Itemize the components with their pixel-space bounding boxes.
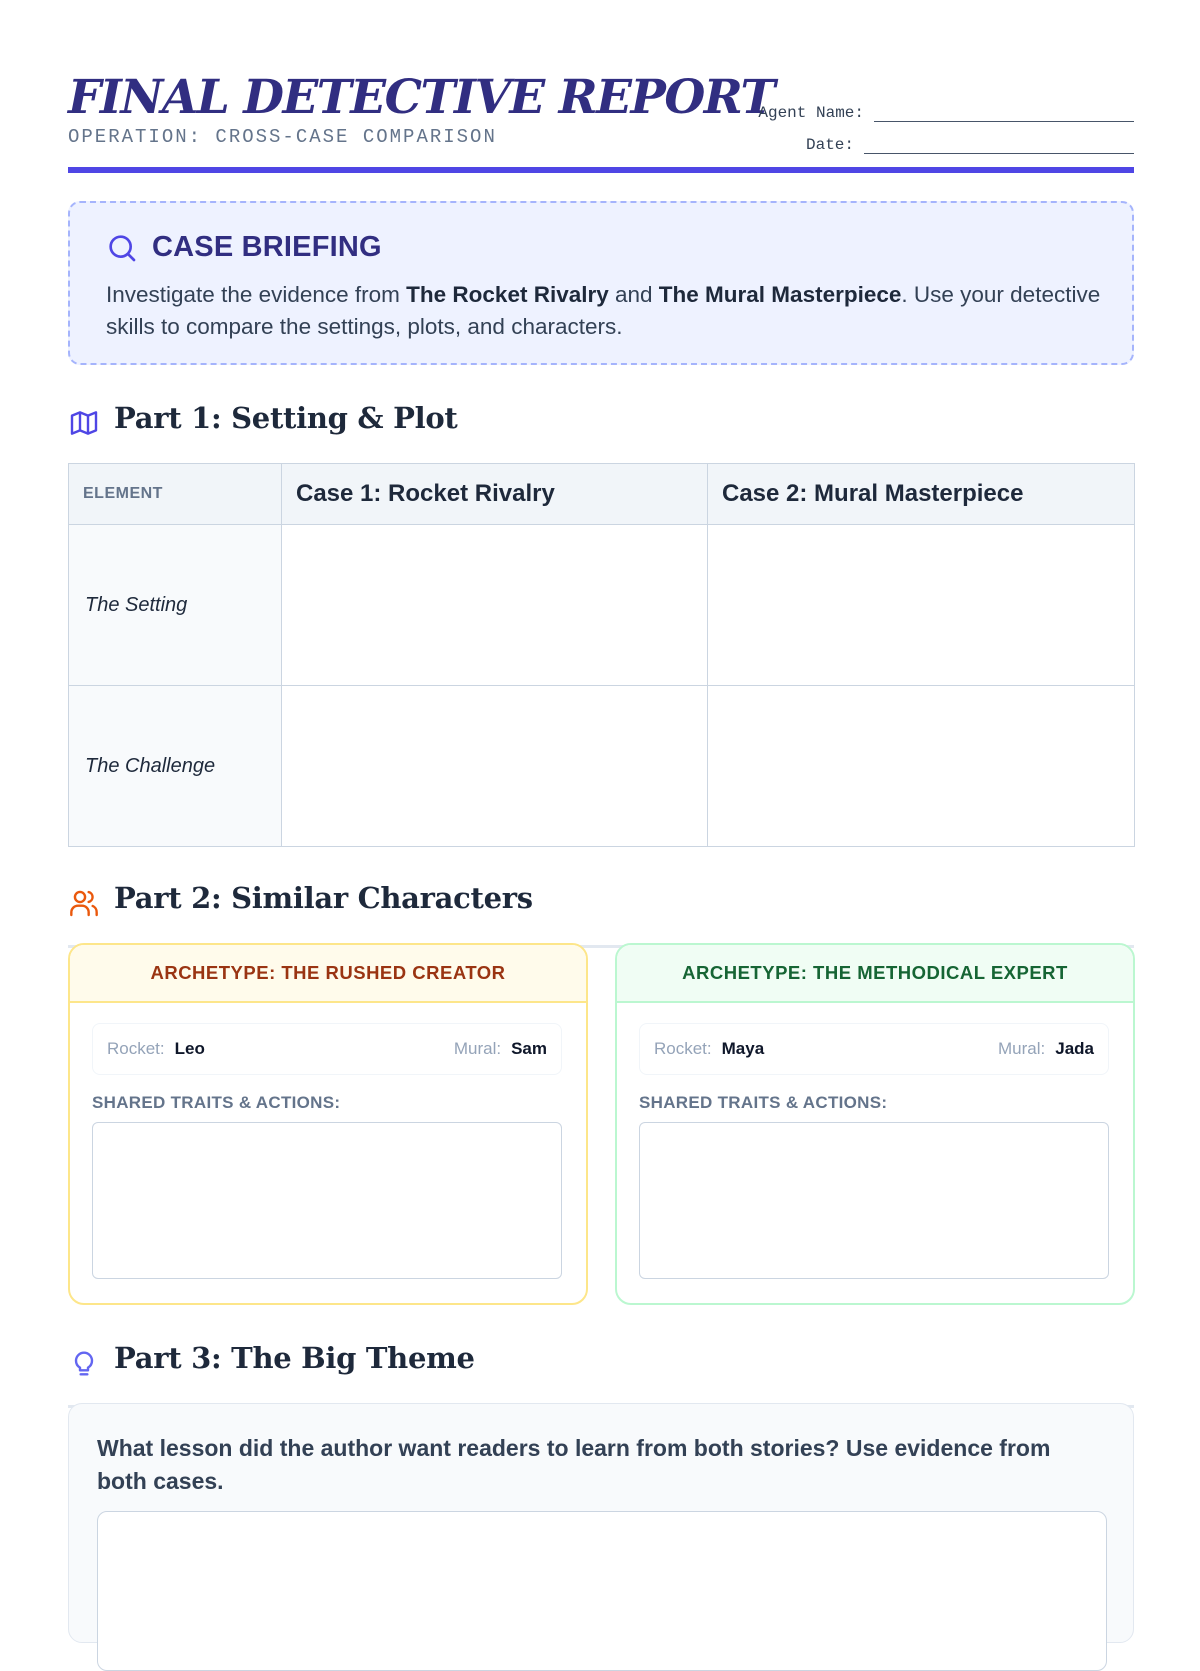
character-pair [92, 1023, 562, 1075]
part1-title: Part 1: Setting & Plot [114, 401, 458, 435]
shared-traits-answer-box[interactable] [92, 1122, 562, 1279]
lightbulb-icon [68, 1347, 100, 1379]
setting-case1-answer-cell[interactable] [282, 525, 708, 686]
rocket-character-name: Leo [174, 1039, 205, 1058]
briefing-text [106, 279, 1106, 343]
rocket-character [107, 1039, 205, 1059]
briefing-text-and: and [608, 282, 659, 307]
table-row [69, 686, 1135, 847]
story-title-1: The Rocket Rivalry [406, 282, 609, 307]
mural-character-name: Sam [511, 1039, 547, 1058]
briefing-text-start: Investigate the evidence from [106, 282, 407, 307]
shared-traits-label: SHARED TRAITS & ACTIONS: [639, 1093, 888, 1112]
page-title: FINAL DETECTIVE REPORT [68, 70, 774, 125]
briefing-heading [106, 231, 382, 264]
shared-traits-label: SHARED TRAITS & ACTIONS: [92, 1093, 341, 1112]
date-label: Date: [805, 136, 854, 154]
column-header-element: ELEMENT [69, 464, 282, 525]
character-card-rushed-creator [68, 943, 588, 1305]
archetype-title: ARCHETYPE: THE METHODICAL EXPERT [617, 945, 1133, 1003]
column-header-case2: Case 2: Mural Masterpiece [708, 464, 1135, 525]
part1-heading [68, 401, 1134, 468]
table-header-row [69, 464, 1135, 525]
story-title-2: The Mural Masterpiece [658, 282, 902, 307]
shared-traits-answer-box[interactable] [639, 1122, 1109, 1279]
rocket-character-name: Maya [721, 1039, 765, 1058]
archetype-title: ARCHETYPE: THE RUSHED CREATOR [70, 945, 586, 1003]
date-line[interactable] [864, 135, 1134, 154]
mural-character [998, 1039, 1094, 1059]
part2-heading [68, 881, 1134, 948]
theme-answer-box[interactable] [97, 1511, 1107, 1671]
agent-name-line[interactable] [874, 103, 1134, 122]
mural-label: Mural: [998, 1039, 1046, 1058]
setting-case2-answer-cell[interactable] [708, 525, 1135, 686]
challenge-case1-answer-cell[interactable] [282, 686, 708, 847]
character-card-methodical-expert [615, 943, 1135, 1305]
row-label-setting: The Setting [69, 525, 282, 686]
date-field[interactable] [806, 130, 1134, 154]
challenge-case2-answer-cell[interactable] [708, 686, 1135, 847]
users-icon [68, 887, 100, 919]
table-row [69, 525, 1135, 686]
agent-name-field[interactable] [758, 98, 1134, 122]
theme-question: What lesson did the author want readers to learn from both stories? Use evidence from both cases. [97, 1435, 1051, 1494]
column-header-case1: Case 1: Rocket Rivalry [282, 464, 708, 525]
case-briefing-box [68, 201, 1134, 365]
mural-character-name: Jada [1055, 1039, 1094, 1058]
part3-heading [68, 1341, 1134, 1408]
rocket-label: Rocket: [107, 1039, 165, 1058]
agent-name-label: Agent Name: [758, 104, 864, 122]
part3-title: Part 3: The Big Theme [114, 1341, 475, 1375]
page-subtitle: OPERATION: CROSS-CASE COMPARISON [68, 126, 497, 148]
briefing-title: CASE BRIEFING [152, 231, 382, 263]
part2-title: Part 2: Similar Characters [114, 881, 533, 915]
rocket-character [654, 1039, 764, 1059]
mural-character [454, 1039, 547, 1059]
header-divider [68, 167, 1134, 173]
big-theme-box [68, 1403, 1134, 1643]
character-pair [639, 1023, 1109, 1075]
rocket-label: Rocket: [654, 1039, 712, 1058]
briefing-text-end: . Use your detective skills to compare the settings, plots, and characters. [106, 282, 1101, 339]
report-header [68, 68, 1134, 174]
setting-plot-table [68, 463, 1135, 847]
search-icon [106, 232, 138, 264]
row-label-challenge: The Challenge [69, 686, 282, 847]
mural-label: Mural: [453, 1039, 502, 1058]
map-icon [68, 407, 100, 439]
